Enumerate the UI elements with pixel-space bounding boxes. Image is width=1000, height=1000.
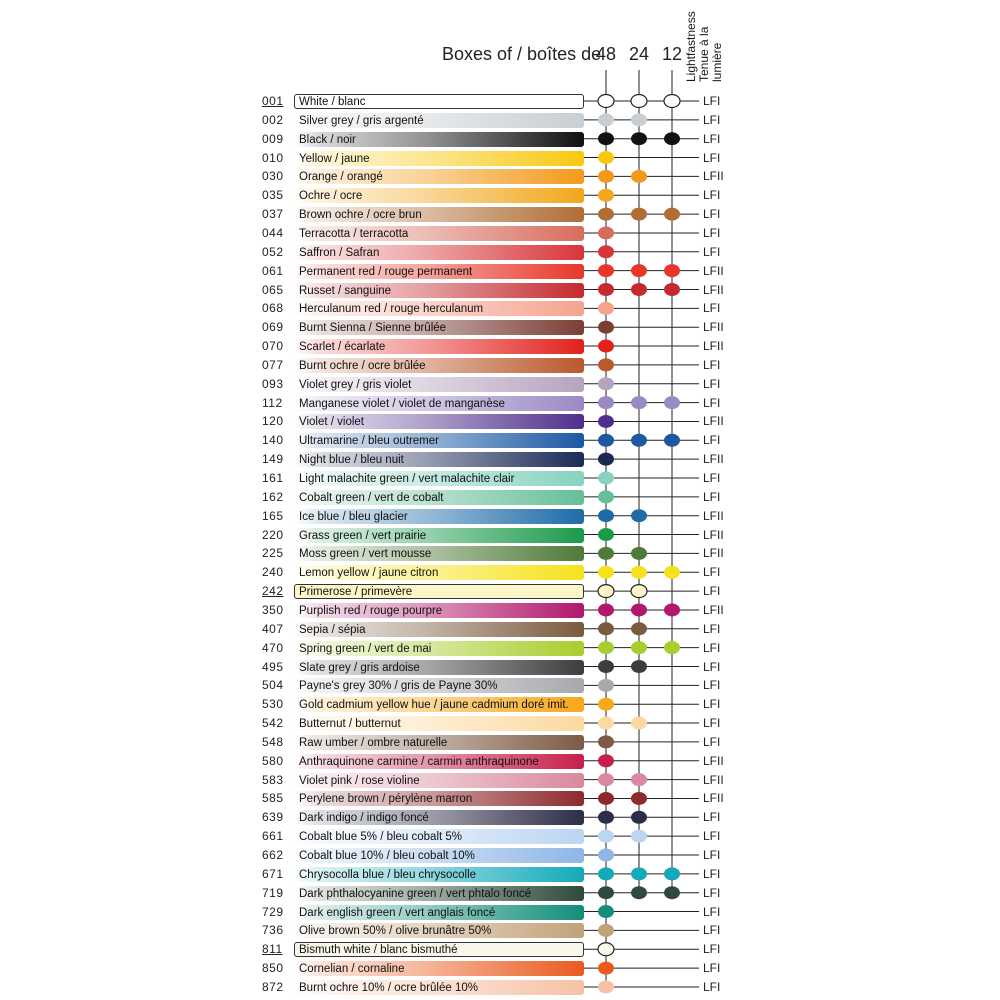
color-name: Violet / violet: [299, 416, 364, 429]
color-name: Permanent red / rouge permanent: [299, 265, 473, 278]
color-row: [0, 300, 1000, 319]
color-code: 736: [262, 923, 284, 938]
color-row: [0, 696, 1000, 715]
color-name: Lemon yellow / jaune citron: [299, 567, 439, 580]
color-name: Yellow / jaune: [299, 152, 370, 165]
lightfastness-rating: LFI: [703, 716, 721, 731]
color-row: [0, 602, 1000, 621]
color-row: [0, 885, 1000, 904]
color-name: Burnt ochre / ocre brûlée: [299, 359, 426, 372]
color-name: Dark indigo / indigo foncé: [299, 812, 429, 825]
color-row: [0, 150, 1000, 169]
lightfastness-rating: LFII: [703, 602, 724, 617]
color-code: 001: [262, 94, 284, 108]
color-code: 112: [262, 395, 283, 410]
color-code: 065: [262, 282, 284, 297]
lightfastness-rating: LFI: [703, 301, 721, 316]
color-name: Gold cadmium yellow hue / jaune cadmium doré imit.: [299, 699, 569, 712]
lightfastness-rating: LFI: [703, 584, 721, 599]
color-code: 052: [262, 244, 284, 259]
color-name: Perylene brown / pérylène marron: [299, 793, 473, 806]
color-code: 225: [262, 546, 284, 561]
color-name: Primerose / primevère: [299, 586, 413, 599]
lightfastness-rating: LFI: [703, 979, 721, 994]
lightfastness-line-1: Lightfastness: [684, 11, 698, 82]
color-code: 583: [262, 772, 284, 787]
lightfastness-rating: LFI: [703, 376, 721, 391]
color-name: Cornelian / cornaline: [299, 963, 405, 976]
lightfastness-rating: LFI: [703, 942, 721, 957]
color-name: Black / noir: [299, 133, 356, 146]
color-code: 165: [262, 508, 284, 523]
color-row: [0, 244, 1000, 263]
color-name: Sepia / sépia: [299, 623, 366, 636]
color-name: Scarlet / écarlate: [299, 341, 386, 354]
lightfastness-rating: LFI: [703, 848, 721, 862]
lightfastness-rating: LFI: [703, 866, 721, 881]
color-row: [0, 922, 1000, 941]
color-row: [0, 112, 1000, 131]
color-code: 069: [262, 320, 284, 335]
color-row: [0, 583, 1000, 602]
lightfastness-rating: LFII: [703, 527, 724, 542]
lightfastness-rating: LFII: [703, 169, 724, 184]
color-row: [0, 809, 1000, 828]
lightfastness-rating: LFII: [703, 320, 724, 335]
color-row: [0, 282, 1000, 301]
color-row: [0, 941, 1000, 960]
color-row: [0, 187, 1000, 206]
lightfastness-rating: LFII: [703, 414, 724, 429]
color-row: [0, 772, 1000, 791]
color-code: 161: [262, 471, 284, 485]
color-name: Butternut / butternut: [299, 718, 401, 731]
color-code: 037: [262, 207, 284, 222]
color-row: [0, 489, 1000, 508]
lightfastness-rating: LFI: [703, 395, 721, 410]
color-code: 009: [262, 131, 284, 146]
lightfastness-rating: LFII: [703, 753, 724, 768]
color-code: 149: [262, 452, 284, 467]
lightfastness-rating: LFI: [703, 433, 721, 448]
box-size-24: 24: [628, 44, 650, 64]
color-name: Bismuth white / blanc bismuthé: [299, 944, 458, 957]
color-row: [0, 677, 1000, 696]
color-code: 240: [262, 565, 284, 580]
color-row: [0, 168, 1000, 187]
boxes-title: Boxes of / boîtes de: [442, 44, 602, 64]
color-row: [0, 508, 1000, 527]
box-size-12: 12: [661, 44, 683, 64]
color-row: [0, 131, 1000, 150]
color-name: Brown ochre / ocre brun: [299, 209, 422, 222]
lightfastness-line-2: Tenue à la: [697, 26, 711, 82]
color-code: 872: [262, 979, 284, 994]
color-name: Dark phthalocyanine green / vert phtalo foncé: [299, 887, 532, 900]
lightfastness-rating: LFI: [703, 207, 721, 222]
color-code: 044: [262, 225, 284, 240]
color-row: [0, 451, 1000, 470]
lightfastness-rating: LFI: [703, 697, 721, 712]
color-code: 140: [262, 433, 284, 448]
color-row: [0, 545, 1000, 564]
color-code: 850: [262, 961, 284, 976]
lightfastness-rating: LFI: [703, 565, 721, 580]
color-row: [0, 93, 1000, 112]
lightfastness-rating: LFI: [703, 112, 721, 127]
lightfastness-rating: LFI: [703, 150, 721, 165]
color-row: [0, 734, 1000, 753]
lightfastness-rating: LFII: [703, 546, 724, 561]
lightfastness-rating: LFI: [703, 471, 721, 485]
color-name: Ochre / ocre: [299, 190, 363, 203]
color-row: [0, 753, 1000, 772]
color-code: 495: [262, 659, 284, 674]
lightfastness-rating: LFI: [703, 734, 721, 749]
color-row: [0, 395, 1000, 414]
color-code: 504: [262, 678, 284, 693]
color-code: 548: [262, 734, 284, 749]
lightfastness-rating: LFI: [703, 225, 721, 240]
lightfastness-rating: LFII: [703, 282, 724, 297]
color-name: Ice blue / bleu glacier: [299, 510, 408, 523]
color-name: Payne's grey 30% / gris de Payne 30%: [299, 680, 498, 693]
lightfastness-rating: LFI: [703, 621, 721, 636]
color-name: Chrysocolla blue / bleu chrysocolle: [299, 868, 477, 881]
lightfastness-rating: LFI: [703, 94, 721, 108]
color-name: Orange / orangé: [299, 171, 383, 184]
color-name: Manganese violet / violet de manganèse: [299, 397, 505, 410]
color-row: [0, 564, 1000, 583]
color-name: Raw umber / ombre naturelle: [299, 736, 448, 749]
lightfastness-rating: LFI: [703, 489, 721, 504]
color-name: Dark english green / vert anglais foncé: [299, 906, 496, 919]
color-name: Burnt ochre 10% / ocre brûlée 10%: [299, 981, 478, 994]
color-code: 220: [262, 527, 284, 542]
color-name: Olive brown 50% / olive brunâtre 50%: [299, 925, 492, 938]
color-row: [0, 470, 1000, 489]
lightfastness-rating: LFI: [703, 923, 721, 938]
color-code: 077: [262, 357, 284, 372]
color-row: [0, 432, 1000, 451]
color-row: [0, 640, 1000, 659]
color-name: Anthraquinone carmine / carmin anthraquinone: [299, 755, 539, 768]
color-name: Spring green / vert de mai: [299, 642, 432, 655]
color-code: 639: [262, 810, 284, 825]
lightfastness-rating: LFI: [703, 244, 721, 259]
color-name: Violet pink / rose violine: [299, 774, 420, 787]
color-row: [0, 715, 1000, 734]
color-row: [0, 357, 1000, 376]
color-code: 671: [262, 866, 284, 881]
lightfastness-rating: LFI: [703, 961, 721, 976]
color-name: Slate grey / gris ardoise: [299, 661, 420, 674]
color-row: [0, 621, 1000, 640]
color-name: Violet grey / gris violet: [299, 378, 412, 391]
lightfastness-rating: LFI: [703, 810, 721, 825]
color-code: 120: [262, 414, 284, 429]
color-name: White / blanc: [299, 96, 366, 108]
color-row: [0, 979, 1000, 998]
color-name: Light malachite green / vert malachite clair: [299, 473, 515, 485]
lightfastness-rating: LFII: [703, 263, 724, 278]
color-name: Cobalt blue 5% / bleu cobalt 5%: [299, 831, 463, 844]
color-code: 030: [262, 169, 284, 184]
lightfastness-rating: LFI: [703, 829, 721, 844]
color-name: Grass green / vert prairie: [299, 529, 427, 542]
color-code: 061: [262, 263, 284, 278]
lightfastness-line-3: lumière: [710, 42, 724, 82]
color-code: 002: [262, 112, 284, 127]
box-size-48: 48: [595, 44, 617, 64]
color-row: [0, 319, 1000, 338]
lightfastness-rating: LFII: [703, 508, 724, 523]
color-name: Terracotta / terracotta: [299, 227, 409, 240]
color-code: 068: [262, 301, 284, 316]
lightfastness-rating: LFII: [703, 339, 724, 354]
color-name: Cobalt blue 10% / bleu cobalt 10%: [299, 850, 475, 862]
lightfastness-rating: LFII: [703, 791, 724, 806]
lightfastness-rating: LFI: [703, 131, 721, 146]
color-code: 162: [262, 489, 284, 504]
color-row: [0, 413, 1000, 432]
color-code: 010: [262, 150, 284, 165]
color-name: Cobalt green / vert de cobalt: [299, 491, 444, 504]
color-row: [0, 847, 1000, 866]
color-row: [0, 866, 1000, 885]
color-code: 585: [262, 791, 284, 806]
color-code: 811: [262, 942, 283, 957]
color-name: Russet / sanguine: [299, 284, 392, 297]
color-code: 661: [262, 829, 284, 844]
lightfastness-rating: LFI: [703, 904, 721, 919]
color-row: [0, 206, 1000, 225]
color-row: [0, 904, 1000, 923]
lightfastness-rating: LFII: [703, 772, 724, 787]
color-row: [0, 659, 1000, 678]
color-code: 035: [262, 188, 284, 203]
lightfastness-rating: LFI: [703, 885, 721, 900]
color-code: 470: [262, 640, 284, 655]
color-row: [0, 338, 1000, 357]
color-row: [0, 790, 1000, 809]
color-row: [0, 527, 1000, 546]
color-name: Burnt Sienna / Sienne brûlée: [299, 322, 447, 335]
color-code: 242: [262, 584, 284, 599]
lightfastness-rating: LFI: [703, 659, 721, 674]
color-name: Herculanum red / rouge herculanum: [299, 303, 484, 316]
color-code: 530: [262, 697, 284, 712]
color-name: Moss green / vert mousse: [299, 548, 432, 561]
color-row: [0, 263, 1000, 282]
color-code: 407: [262, 621, 284, 636]
color-row: [0, 376, 1000, 395]
lightfastness-rating: LFI: [703, 357, 721, 372]
color-code: 580: [262, 753, 284, 768]
color-code: 729: [262, 904, 284, 919]
lightfastness-rating: LFI: [703, 188, 721, 203]
color-code: 093: [262, 376, 284, 391]
lightfastness-rating: LFII: [703, 452, 724, 467]
lightfastness-rating: LFI: [703, 640, 721, 655]
lightfastness-rating: LFI: [703, 678, 721, 693]
color-name: Purplish red / rouge pourpre: [299, 604, 443, 617]
color-name: Saffron / Safran: [299, 246, 380, 259]
lightfastness-header: [684, 11, 749, 82]
color-name: Ultramarine / bleu outremer: [299, 435, 439, 448]
color-row: [0, 960, 1000, 979]
color-name: Silver grey / gris argenté: [299, 114, 424, 127]
color-code: 662: [262, 848, 284, 862]
color-code: 719: [262, 885, 284, 900]
color-row: [0, 828, 1000, 847]
color-row: [0, 225, 1000, 244]
color-code: 350: [262, 602, 284, 617]
color-name: Night blue / bleu nuit: [299, 454, 404, 467]
color-code: 070: [262, 339, 284, 354]
color-code: 542: [262, 716, 284, 731]
